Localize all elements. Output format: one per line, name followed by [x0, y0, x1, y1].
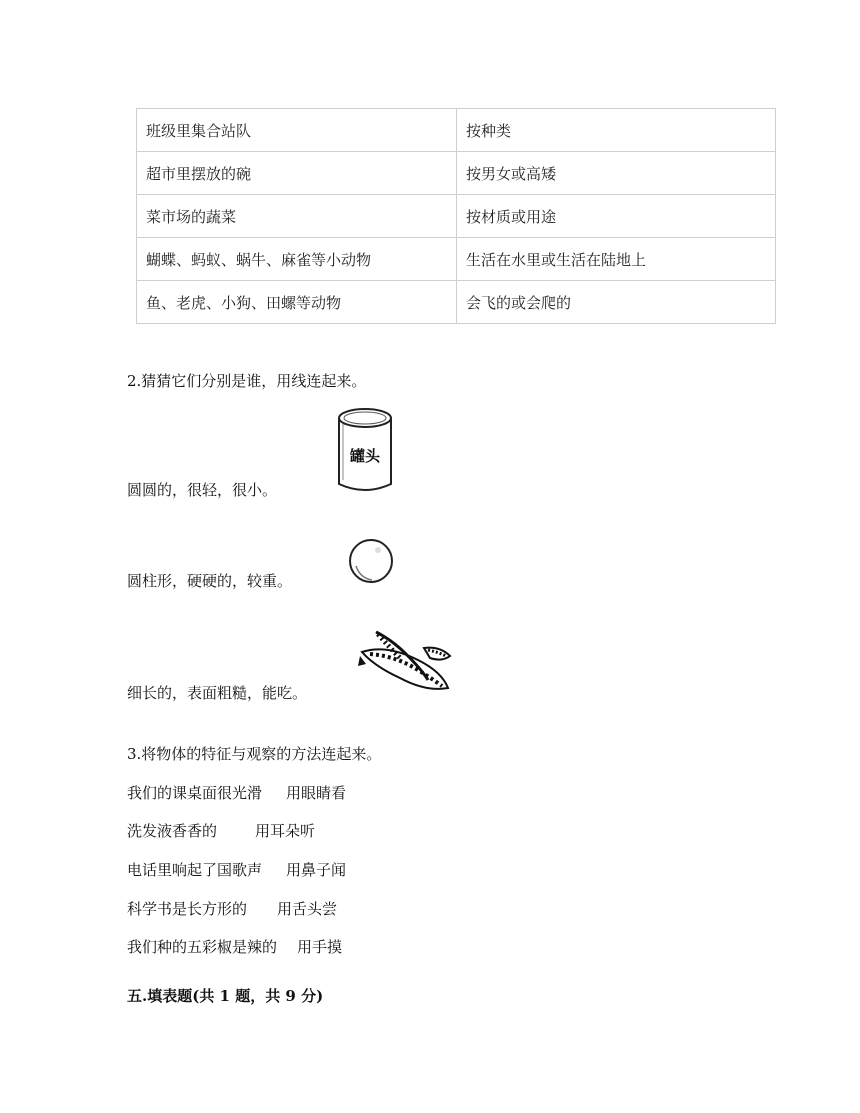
table-cell: 生活在水里或生活在陆地上 — [457, 238, 776, 281]
table-cell: 按材质或用途 — [457, 195, 776, 238]
q3-left-3: 电话里响起了国歌声 — [127, 861, 263, 879]
q3-right-5: 用手摸 — [297, 938, 343, 956]
table-row — [137, 195, 776, 238]
table-cell: 鱼、老虎、小狗、田螺等动物 — [137, 281, 457, 324]
table-row — [137, 281, 776, 324]
table-cell: 按种类 — [457, 109, 776, 152]
q3-right-4: 用舌头尝 — [277, 900, 338, 918]
q3-pair-5 — [127, 936, 342, 957]
q3-pair-2 — [127, 820, 315, 841]
q2-description-2: 圆柱形，硬硬的，较重。 — [127, 572, 293, 590]
table-cell: 超市里摆放的碗 — [137, 152, 457, 195]
q3-pair-3 — [127, 859, 346, 880]
q3-right-3: 用鼻子闻 — [286, 861, 347, 879]
question-3-title: 3.将物体的特征与观察的方法连起来。 — [127, 745, 382, 763]
q3-pair-4 — [127, 898, 337, 919]
q2-description-1: 圆圆的，很轻，很小。 — [127, 481, 278, 499]
q3-left-4: 科学书是长方形的 — [127, 900, 248, 918]
table-row — [137, 109, 776, 152]
section-5-heading: 五.填表题(共 1 题，共 9 分) — [127, 987, 324, 1005]
q3-left-2: 洗发液香香的 — [127, 822, 218, 840]
q3-left-5: 我们种的五彩椒是辣的 — [127, 938, 278, 956]
ball-icon — [346, 536, 396, 586]
table-cell: 蝴蝶、蚂蚁、蜗牛、麻雀等小动物 — [137, 238, 457, 281]
table-row — [137, 238, 776, 281]
table-cell: 菜市场的蔬菜 — [137, 195, 457, 238]
cucumber-icon — [356, 626, 454, 698]
table-cell: 按男女或高矮 — [457, 152, 776, 195]
table-cell: 会飞的或会爬的 — [457, 281, 776, 324]
table-row — [137, 152, 776, 195]
q3-right-2: 用耳朵听 — [255, 822, 316, 840]
can-icon — [334, 404, 396, 494]
q3-right-1: 用眼睛看 — [286, 784, 347, 802]
q3-left-1: 我们的课桌面很光滑 — [127, 784, 263, 802]
classification-table — [136, 108, 776, 324]
table-cell: 班级里集合站队 — [137, 109, 457, 152]
question-2-title: 2.猜猜它们分别是谁，用线连起来。 — [127, 372, 367, 390]
q2-description-3: 细长的，表面粗糙，能吃。 — [127, 684, 308, 702]
can-label: 罐头 — [349, 447, 381, 465]
q3-pair-1 — [127, 782, 346, 803]
